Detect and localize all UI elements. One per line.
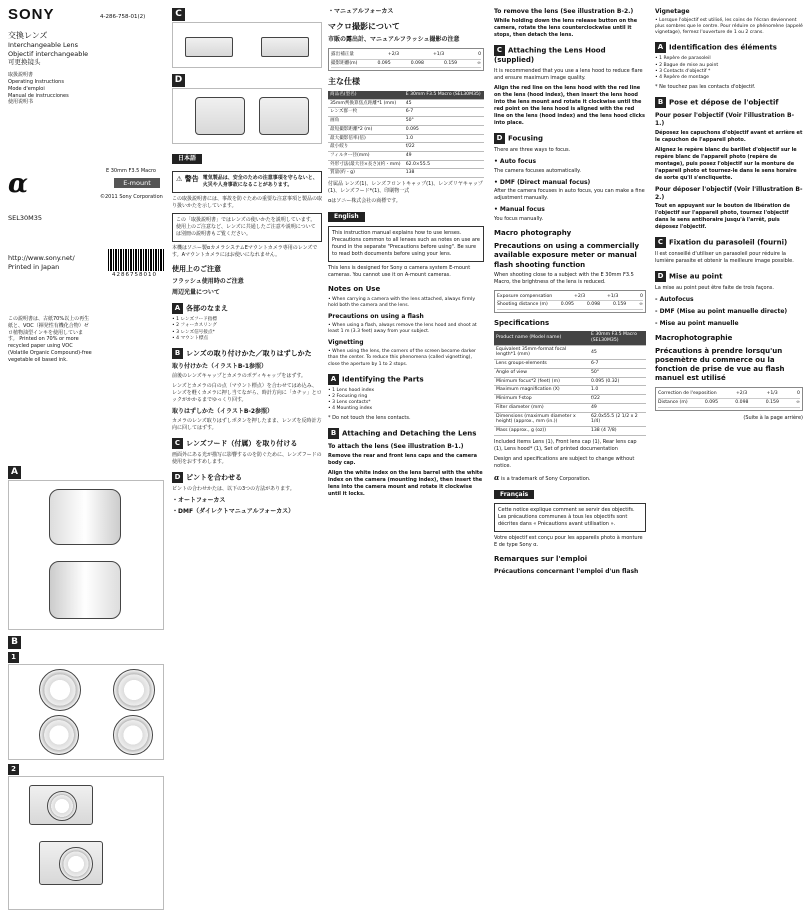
- model-number: SEL30M35: [8, 214, 43, 222]
- table-cell: f/22: [404, 143, 484, 152]
- list-item: • 4 Mounting index: [328, 406, 484, 412]
- en-sub-flash: Precautions on using a flash: [328, 313, 424, 321]
- en-af: • Auto focus: [494, 157, 537, 165]
- fr-design: Votre objectif est conçu pour les appareils photo à monture E de type Sony α.: [494, 535, 643, 549]
- en-section-parts: [328, 374, 484, 385]
- list-item: • 3 Lens contacts*: [328, 400, 484, 406]
- fr-parts-list: [655, 56, 803, 81]
- table-row: [328, 99, 484, 108]
- table-row: [658, 390, 800, 399]
- en-included: Included items Lens (1), Front lens cap (1), Rear lens cap (1), Lens hood* (1), Set of printed documentation: [494, 438, 637, 452]
- stop: +1/3: [766, 391, 778, 397]
- label-c: C: [655, 237, 666, 248]
- jp-focus-text: ピントの合わせかたは、以下の3つの方法があります。: [172, 485, 295, 492]
- jp-mf: ・マニュアルフォーカス: [328, 8, 394, 15]
- jp-included: 付属品 レンズ(1)、レンズフロントキャップ(1)、レンズリヤキャップ(1)、レンズフード*(1)、印刷物一式: [328, 181, 483, 195]
- fr-attach-title: Pose et dépose de l'objectif: [669, 98, 779, 107]
- en-step2: Align the white index on the lens barrel with the white index on the camera (mounting index), then insert the lens into the camera mount and rotate it clockwise until it locks.: [328, 470, 483, 498]
- fr-section-notes: Remarques sur l'emploi: [494, 555, 588, 564]
- fr-focus-text: La mise au point peut être faite de trois façons.: [655, 285, 774, 292]
- column-japanese: [172, 0, 322, 916]
- jp-hood-text: 画面外にある光が描写に影響するのを防ぐために、レンズフードの使用をおすすめします。: [172, 451, 322, 465]
- en-section-attach: [328, 428, 484, 439]
- body-cap-icon: [113, 715, 153, 755]
- list-item: • 4 マウント標点: [172, 336, 322, 342]
- instruction-line: 使用说明书: [8, 99, 34, 106]
- table-cell: 0.095: [404, 125, 484, 134]
- en-remove-sub: To remove the lens (See illustration B-2.): [494, 8, 634, 15]
- recycle-note: この説明書は、古紙70%以上の再生紙と、VOC（揮発性有機化合物）ゼロ植物油型インキを使用しています。 Printed on 70% or more recycled paper using VOC (Volatile Organic Compound)-free vegetable oil based ink.: [8, 316, 92, 363]
- table-cell: Product name (Model name): [494, 331, 589, 345]
- fr-step2: Alignez le repère blanc du barillet d'objectif sur le repère blanc de l'appareil photo (repère de montage), puis posez l'objectif sur la monture de l'appareil photo et tournez-le dans le sens horaire de sorte qu'il s'encliquette.: [655, 146, 797, 181]
- jp-sub-vignette: 周辺光量について: [172, 289, 220, 297]
- jp-spec-table: [328, 91, 484, 178]
- figure-label-b: B: [8, 636, 21, 649]
- en-focus-text: There are three ways to focus.: [494, 146, 571, 153]
- en-trademark-line: [494, 473, 646, 483]
- exposure-label: Correction de l'exposition: [658, 391, 717, 397]
- warning-box: [172, 171, 322, 193]
- product-line-cn: 可更换镜头: [8, 58, 41, 67]
- lens-attached-icon: [59, 847, 93, 881]
- jp-attach-sub: 取り付けかた（イラストB-1参照）: [172, 362, 268, 370]
- figure-label-c: C: [172, 8, 185, 21]
- emount-badge: E-mount: [114, 178, 160, 188]
- instruction-line: 取扱説明書: [8, 72, 34, 79]
- camera-mount-icon: [113, 669, 155, 711]
- en-hood-text: It is recommended that you use a lens hood to reduce flare and ensure maximum image quality.: [494, 67, 643, 81]
- fr-sub-vignette: Vignetage: [655, 8, 690, 15]
- jp-macro-sub: 市販の露出計、マニュアルフラッシュ撮影の注意: [328, 36, 460, 44]
- hood-icon: [185, 37, 233, 57]
- fr-mf: - Mise au point manuelle: [655, 319, 739, 327]
- label-b: B: [172, 348, 183, 359]
- en-design-note: Design and specifications are subject to change without notice.: [494, 455, 635, 469]
- list-item: • When using the lens, the corners of the screen become darker than the center. To reduce this phenomena (called vignetting), close the aperture by 1 to 2 stops.: [328, 349, 484, 368]
- label-c: C: [172, 438, 183, 449]
- distance-label: 撮影距離(m): [331, 60, 358, 66]
- hood-attached-icon: [261, 37, 309, 57]
- distance: ∞: [477, 60, 481, 66]
- product-line-fr: Objectif interchangeable: [8, 49, 89, 58]
- lang-tab-jp: 日本語: [172, 154, 202, 164]
- figure-label-b1: 1: [8, 652, 19, 663]
- table-row: [328, 143, 484, 152]
- fr-focus-title: Mise au point: [669, 272, 723, 281]
- jp-step2: レンズとカメラの白の点（マウント標点）を合わせてはめ込み、レンズを軽くカメラに押し当てながら、時計方向に「カチッ」とロックがかかるまでゆっくり回す。: [172, 382, 322, 403]
- table-row: [494, 412, 646, 426]
- jp-section-parts: [172, 303, 322, 314]
- warning-title-text: 警告: [184, 174, 199, 183]
- distance: 0.095: [560, 302, 574, 308]
- instruction-line: Operating Instructions: [8, 79, 64, 86]
- en-design: This lens is designed for Sony α camera system E-mount cameras. You cannot use it on A-mount cameras.: [328, 264, 471, 278]
- label-a: A: [655, 42, 666, 53]
- fr-sub-flash: Précautions concernant l'emploi d'un flash: [494, 568, 639, 576]
- product-line-en: Interchangeable Lens: [8, 41, 79, 50]
- list-item: • 1 Lens hood index: [328, 388, 484, 394]
- list-item: • 3 Contacts d'objectif *: [655, 69, 803, 75]
- warning-title: [176, 175, 199, 189]
- distance: 0.095: [377, 60, 391, 66]
- en-section-macro: Macro photography: [494, 229, 572, 238]
- figure-label-b2: 2: [8, 764, 19, 775]
- en-focus-title: Focusing: [508, 134, 543, 143]
- jp-af: ・オートフォーカス: [172, 496, 226, 504]
- jp-sub-flash: フラッシュ使用時のご注意: [172, 277, 244, 285]
- table-cell: Filter diameter (mm): [494, 403, 589, 412]
- fr-vignette-list: [655, 18, 803, 37]
- table-row: [331, 60, 481, 69]
- table-cell: Angle of view: [494, 368, 589, 377]
- en-remove-text: While holding down the lens release button on the camera, rotate the lens counterclockwise until it stops, then detach the lens.: [494, 17, 638, 38]
- fr-hood-text: Il est conseillé d'utiliser un parasoleil pour réduire la lumière parasite et obtenir la meilleure image possible.: [655, 251, 794, 265]
- column-english: [494, 0, 646, 916]
- figure-d: [172, 88, 322, 144]
- table-cell: 質量(約・g): [328, 169, 404, 178]
- stop: +1/3: [432, 51, 445, 57]
- fr-attach-sub: Pour poser l'objectif (Voir l'illustration B-1.): [655, 112, 795, 127]
- fr-remove-sub: Pour déposer l'objectif (Voir l'illustration B-2.): [655, 185, 803, 201]
- table-cell: 62.0×55.5: [404, 160, 484, 169]
- en-section-hood: [494, 45, 646, 65]
- copyright: ©2011 Sony Corporation: [100, 194, 163, 200]
- jp-section-focus: [172, 472, 322, 483]
- lens-front-icon: [39, 669, 81, 711]
- fr-section-macro: Macrophotographie: [655, 333, 733, 342]
- en-hood-bold: Align the red line on the lens hood with the red line on the lens (hood index), then insert the lens hood into the lens mount and rotate it clockwise until the red point on the lens hood is aligned with the red line on the lens (hood index) and the lens hood clicks into place.: [494, 84, 645, 126]
- jp-dmf: ・DMF（ダイレクトマニュアルフォーカス）: [172, 508, 295, 516]
- table-cell: 最短撮影距離*2 (m): [328, 125, 404, 134]
- table-row: [328, 169, 484, 178]
- label-d: D: [655, 271, 666, 282]
- jp-emount-note: 本機はソニー製αカメラシステムEマウントカメラ専用のレンズです。Aマウントカメラにはお使いになれません。: [172, 244, 318, 258]
- jp-exposure-table: [328, 48, 484, 71]
- stop: +2/3: [735, 391, 748, 397]
- lens-body-icon: [259, 97, 309, 135]
- stop: +2/3: [573, 293, 586, 299]
- en-step1: Remove the rear and front lens caps and the camera body cap.: [328, 453, 477, 467]
- fr-section-attach: [655, 97, 803, 108]
- fr-remove-text: Tout en appuyant sur le bouton de libération de l'objectif sur l'appareil photo, tournez l'objectif dans le sens antihoraire jusqu'à l'arrêt, puis déposez l'objectif.: [655, 203, 791, 231]
- lens-side-icon: [49, 489, 121, 545]
- list-item: • 3 レンズ信号接点*: [172, 330, 322, 336]
- table-cell: 画角: [328, 117, 404, 126]
- en-exposure-table: [494, 290, 646, 313]
- jp-section-hood: [172, 438, 322, 449]
- list-item: • When using a flash, always remove the lens hood and shoot at least 1 m (3.3 feet) away from your subject.: [328, 323, 484, 335]
- en-attach-sub: To attach the lens (See illustration B-1.): [328, 443, 464, 451]
- fr-section-hood: [655, 237, 803, 248]
- table-cell: 最小絞り: [328, 143, 404, 152]
- list-item: • Lorsque l'objectif est utilisé, les coins de l'écran deviennent plus sombres que le centre. Pour réduire ce phénomène (appelé vignetage), fermez l'ouverture de 1 ou 2 crans.: [655, 18, 803, 37]
- column-french: [655, 0, 803, 916]
- fr-continued: (Suite à la page arrière): [743, 414, 803, 421]
- jp-remove-text: カメラのレンズ取りはずしボタンを押したまま、レンズを反時計方向に回してはずす。: [172, 417, 322, 431]
- table-row: [494, 345, 646, 359]
- en-flash-list: [328, 323, 484, 335]
- jp-manual-note: この「取扱説明書」ではレンズの使いかたを説明しています。使用上のご注意など、レンズに共通したご注意や説明については別冊の説明書もご覧ください。: [172, 213, 322, 242]
- table-row: [494, 403, 646, 412]
- product-line-jp: 交換レンズ: [8, 30, 48, 40]
- table-cell: 45: [404, 99, 484, 108]
- list-item: • 2 Focusing ring: [328, 394, 484, 400]
- figure-b2: [8, 776, 164, 910]
- lens-name: E 30mm F3.5 Macro: [106, 168, 156, 174]
- table-cell: Equivalent 35mm-format focal length*1 (mm): [494, 345, 589, 359]
- label-b: B: [655, 97, 666, 108]
- table-cell: Mass (approx., g (oz)): [494, 427, 589, 436]
- fr-dmf: - DMF (Mise au point manuelle directe): [655, 308, 788, 316]
- jp-trademark: αはソニー株式会社の商標です。: [328, 198, 401, 205]
- table-cell: レンズ群一枚: [328, 108, 404, 117]
- printed-in: Printed in Japan: [8, 263, 60, 272]
- table-cell: 0.095 (0.32): [589, 377, 646, 386]
- list-item: • When carrying a camera with the lens attached, always firmly hold both the camera and the lens.: [328, 297, 484, 309]
- label-a: A: [172, 303, 183, 314]
- table-cell: E 30mm F3.5 Macro (SEL30M35): [589, 331, 646, 345]
- table-cell: 6-7: [589, 360, 646, 369]
- barcode: [108, 249, 164, 271]
- fr-section-focus: [655, 271, 803, 282]
- label-d: D: [494, 133, 505, 144]
- en-attach-title: Attaching and Detaching the Lens: [342, 429, 477, 438]
- table-row: [494, 377, 646, 386]
- lens-body-icon: [195, 97, 245, 135]
- en-section-notes: Notes on Use: [328, 284, 381, 293]
- jp-section-caution: 使用上のご注意: [172, 264, 221, 273]
- table-cell: 138 (4 7/8): [589, 427, 646, 436]
- table-row: [331, 51, 481, 60]
- en-trademark: is a trademark of Sony Corporation.: [500, 475, 591, 482]
- part-number: 4-286-758-01(2): [100, 14, 146, 20]
- column-jp-en: [328, 0, 484, 916]
- label-d: D: [172, 472, 183, 483]
- jp-focus-title: ピントを合わせる: [186, 473, 242, 482]
- barcode-number: 4286758010: [112, 272, 157, 278]
- table-row: [494, 368, 646, 377]
- en-intro: This instruction manual explains how to use lenses. Precautions common to all lenses such as notes on use are found in the separate "Precautions before using". Be sure to read both documents before using your lens.: [328, 226, 484, 262]
- distance: 0.159: [443, 60, 458, 66]
- jp-attach-title: レンズの取り付けかた／取りはずしかた: [186, 349, 312, 358]
- table-row: [328, 117, 484, 126]
- label-c: C: [494, 45, 505, 56]
- table-cell: Lens groups-elements: [494, 360, 589, 369]
- figure-a: [8, 480, 164, 630]
- table-cell: 最大撮影倍率(倍): [328, 134, 404, 143]
- alpha-logo-icon: α: [8, 169, 29, 199]
- warning-text: 電気製品は、安全のための注意事項を守らないと、火災や人身事故になることがあります。: [202, 174, 318, 188]
- table-cell: 50°: [589, 368, 646, 377]
- jp-section-spec: 主な仕様: [328, 77, 360, 87]
- distance: 0.159: [765, 399, 779, 405]
- list-item: • 1 Repère de parasoleil: [655, 56, 803, 62]
- en-vignette-list: [328, 349, 484, 368]
- distance: ∞: [639, 302, 643, 308]
- en-sub-vignette: Vignetting: [328, 339, 364, 347]
- en-parts-note: * Do not touch the lens contacts.: [328, 415, 411, 422]
- fr-section-parts: [655, 42, 803, 53]
- table-cell: 35mm判換算焦点距離*1 (mm): [328, 99, 404, 108]
- instruction-line: Manual de instrucciones: [8, 92, 69, 99]
- fr-step1: Déposez les capuchons d'objectif avant et arrière et le capuchon de l'appareil photo.: [655, 129, 803, 143]
- table-cell: Minimum f-stop: [494, 395, 589, 404]
- figure-label-d: D: [172, 74, 185, 87]
- jp-intro: この取扱説明書には、事故を防ぐための重要な注意事項と製品の取り扱いかたを示しています。: [172, 195, 322, 209]
- stop: 0: [640, 293, 643, 299]
- fr-parts-title: Identification des éléments: [669, 43, 777, 52]
- en-parts-list: [328, 388, 484, 413]
- fr-macro-sub: Précautions à prendre lorsqu'un posemètre du commerce ou la fonction de prise de vue au flash manuel est utilisé: [655, 346, 785, 383]
- en-dmf: • DMF (Direct manual focus): [494, 178, 591, 186]
- jp-step1: 前後のレンズキャップとカメラのボディキャップをはずす。: [172, 372, 306, 379]
- table-cell: 1.0: [404, 134, 484, 143]
- en-macro-text: When shooting close to a subject with the E 30mm F3.5 Macro, the brightness of the lens is reduced.: [494, 271, 634, 285]
- en-mf-text: You focus manually.: [494, 216, 544, 223]
- distance: 0.159: [613, 302, 627, 308]
- fr-af: - Autofocus: [655, 296, 694, 304]
- lens-cap-icon: [39, 715, 79, 755]
- en-dmf-text: After the camera focuses in auto focus, you can make a fine adjustment manually.: [494, 188, 645, 202]
- label-b: B: [328, 428, 339, 439]
- distance-label: Shooting distance (m): [497, 302, 548, 308]
- table-cell: 49: [404, 151, 484, 160]
- table-row: [328, 125, 484, 134]
- table-row: [497, 301, 643, 310]
- en-macro-sub: Precautions on using a commercially available exposure meter or manual flash shooting function: [494, 242, 640, 269]
- table-row: [494, 386, 646, 395]
- table-cell: 138: [404, 169, 484, 178]
- table-cell: 50°: [404, 117, 484, 126]
- table-row: [328, 108, 484, 117]
- list-item: • 2 フォーカスリング: [172, 323, 322, 329]
- table-cell: Minimum focus*2 (feet) (m): [494, 377, 589, 386]
- table-cell: Dimensions (maximum diameter x height) (approx., mm (in.)): [494, 412, 589, 426]
- distance: 0.098: [735, 399, 749, 405]
- en-section-spec: Specifications: [494, 319, 550, 328]
- table-row: [328, 151, 484, 160]
- exposure-label: Exposure compensation: [497, 293, 553, 299]
- table-cell: 外形寸法(最大径×長さ)(約・mm): [328, 160, 404, 169]
- exposure-label: 露出補正量: [331, 51, 354, 57]
- lang-tab-en: English: [328, 212, 365, 222]
- lens-rear-icon: [49, 561, 121, 619]
- url-block: [8, 254, 75, 272]
- table-cell: Maximum magnification (X): [494, 386, 589, 395]
- distance: ∞: [796, 399, 800, 405]
- table-cell: E 30mm F3.5 Macro (SEL30M35): [404, 91, 484, 99]
- en-mf: • Manual focus: [494, 206, 545, 214]
- sony-logo: SONY: [8, 6, 55, 23]
- table-cell: 49: [589, 403, 646, 412]
- figure-c: [172, 22, 322, 68]
- list-item: • 2 Bague de mise au point: [655, 63, 803, 69]
- fr-exposure-table: [655, 387, 803, 410]
- table-row: [494, 360, 646, 369]
- table-cell: f/22: [589, 395, 646, 404]
- fr-parts-note: * Ne touchez pas les contacts d'objectif.: [655, 84, 756, 91]
- column-cover: [8, 0, 164, 916]
- jp-parts-list: [172, 317, 322, 342]
- instruction-lines: [8, 72, 164, 106]
- en-spec-table: [494, 331, 646, 436]
- table-row: [328, 160, 484, 169]
- table-cell: 62.0x55.5 (2 1/2 x 2 1/4): [589, 412, 646, 426]
- table-row: [494, 427, 646, 436]
- product-lines: [8, 31, 164, 67]
- lang-tab-fr: Français: [494, 490, 534, 500]
- lens-icon: [47, 791, 77, 821]
- en-parts-title: Identifying the Parts: [342, 375, 424, 384]
- distance-label: Distance (m): [658, 399, 688, 405]
- stop: +2/3: [387, 51, 400, 57]
- jp-remove-sub: 取りはずしかた（イラストB-2参照）: [172, 407, 274, 415]
- table-row: [497, 293, 643, 302]
- en-notes-list: [328, 297, 484, 309]
- sony-url[interactable]: http://www.sony.net/: [8, 254, 75, 262]
- distance: 0.095: [704, 399, 719, 405]
- table-row: [494, 395, 646, 404]
- distance: 0.098: [410, 60, 424, 66]
- table-cell: 1.0: [589, 386, 646, 395]
- table-cell: 45: [589, 345, 646, 359]
- table-cell: 6-7: [404, 108, 484, 117]
- alpha-icon: α: [494, 472, 500, 482]
- jp-section-attach: [172, 348, 322, 359]
- table-row: [658, 399, 800, 408]
- stop: 0: [478, 51, 481, 57]
- distance: 0.098: [586, 302, 601, 308]
- en-hood-title: Attaching the Lens Hood (supplied): [494, 46, 606, 64]
- stop: +1/3: [607, 293, 619, 299]
- en-section-focus: [494, 133, 646, 144]
- warning-icon: ⚠: [176, 174, 183, 183]
- en-af-text: The camera focuses automatically.: [494, 167, 581, 174]
- table-row: [328, 91, 484, 99]
- jp-parts-title: 各部のなまえ: [186, 304, 228, 313]
- label-a: A: [328, 374, 339, 385]
- table-cell: 商品名(型名): [328, 91, 404, 99]
- table-row: [494, 331, 646, 345]
- stop: 0: [797, 391, 800, 397]
- table-row: [328, 134, 484, 143]
- jp-section-macro: マクロ撮影について: [328, 21, 400, 31]
- table-cell: フィルター径(mm): [328, 151, 404, 160]
- instruction-line: Mode d'emploi: [8, 85, 45, 92]
- list-item: • 1 レンズフード指標: [172, 317, 322, 323]
- jp-hood-title: レンズフード（付属）を取り付ける: [186, 439, 298, 448]
- list-item: • 4 Repère de montage: [655, 75, 803, 81]
- fr-hood-title: Fixation du parasoleil (fourni): [669, 238, 788, 247]
- fr-intro: Cette notice explique comment se servir des objectifs. Les précautions communes à tous les objectifs sont décrites dans « Précautions avant utilisation ».: [494, 503, 646, 532]
- figure-label-a: A: [8, 466, 21, 479]
- figure-b1: [8, 664, 164, 760]
